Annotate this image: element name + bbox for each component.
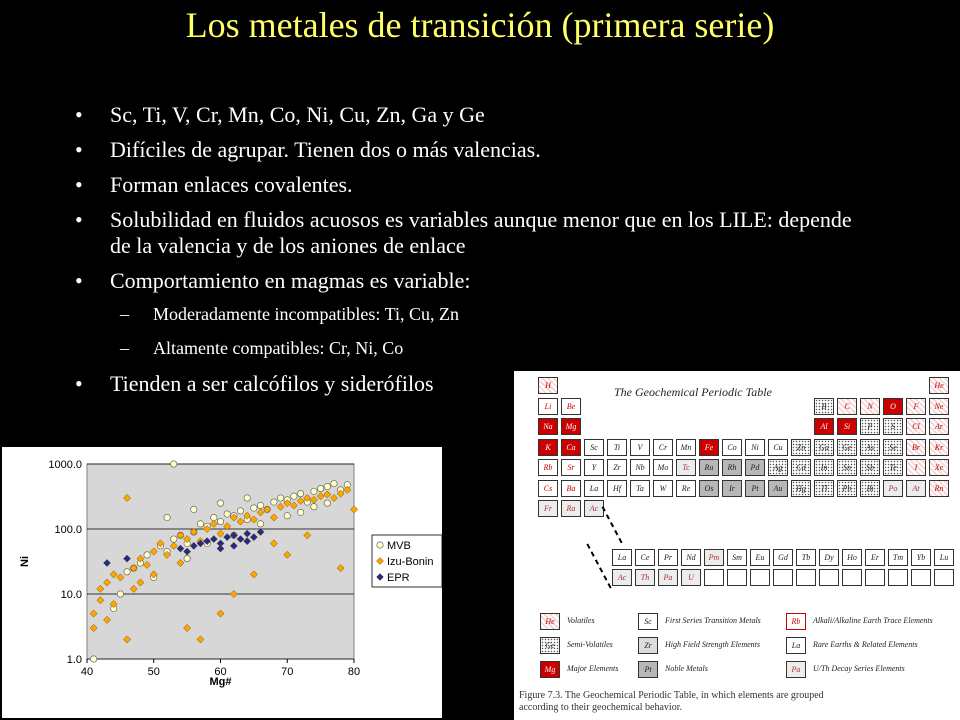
x-tick-label: 60 (214, 666, 227, 678)
element-la: La (584, 480, 604, 497)
element-yb: Yb (911, 549, 931, 566)
element-ra: Ra (561, 500, 581, 517)
actinide-connector (586, 543, 611, 588)
element-cu: Cu (768, 439, 788, 456)
element- (796, 569, 816, 586)
element- (819, 569, 839, 586)
data-point-mvb (217, 500, 223, 506)
element-ag: Ag (768, 459, 788, 476)
element-ac: Ac (584, 500, 604, 517)
element-lu: Lu (934, 549, 954, 566)
element-pm: Pm (704, 549, 724, 566)
y-tick-label: 1000.0 (48, 459, 82, 471)
element-zr: Zr (607, 459, 627, 476)
data-point-mvb (244, 495, 250, 501)
element-cl: Cl (906, 418, 926, 435)
element-sb: Sb (860, 459, 880, 476)
element-re: Re (676, 480, 696, 497)
legend-key-box: Mg (540, 661, 560, 678)
legend-key-label: Rare Earths & Related Elements (813, 640, 918, 649)
element-cr: Cr (653, 439, 673, 456)
data-point-mvb (117, 591, 123, 597)
element-th: Th (635, 569, 655, 586)
legend-label: EPR (387, 572, 410, 584)
element-f: F (906, 398, 926, 415)
element-y: Y (584, 459, 604, 476)
element-ga: Ga (814, 439, 834, 456)
bullet-elements: • Sc, Ti, V, Cr, Mn, Co, Ni, Cu, Zn, Ga y Ge (75, 102, 875, 128)
x-tick-label: 70 (281, 666, 294, 678)
legend-key-box: Ge (540, 637, 560, 654)
element-o: O (883, 398, 903, 415)
element-tc: Tc (676, 459, 696, 476)
y-axis-title: Ni (19, 556, 31, 567)
element-au: Au (768, 480, 788, 497)
data-point-mvb (237, 508, 243, 514)
element-pa: Pa (658, 569, 678, 586)
data-point-mvb (324, 500, 330, 506)
element-ti: Ti (607, 439, 627, 456)
element-rn: Rn (929, 480, 949, 497)
legend-label: Izu-Bonin (387, 556, 434, 568)
element-b: B (814, 398, 834, 415)
bullet-solubility: • Solubilidad en fluidos acuosos es variables aunque menor que en los LILE: depende de la valencia y de los aniones de enlace (75, 207, 875, 259)
element-sc: Sc (584, 439, 604, 456)
element- (750, 569, 770, 586)
x-axis-title: Mg# (209, 676, 232, 688)
bullet-valences: • Difíciles de agrupar. Tienen dos o más valencias. (75, 137, 875, 163)
caption-line-2: according to their geochemical behavior. (519, 702, 682, 713)
legend-key-label: First Series Transition Metals (665, 616, 761, 625)
data-point-mvb (124, 569, 130, 575)
element-zn: Zn (791, 439, 811, 456)
element-dy: Dy (819, 549, 839, 566)
element-pd: Pd (745, 459, 765, 476)
data-point-mvb (297, 490, 303, 496)
element-br: Br (906, 439, 926, 456)
element-n: N (860, 398, 880, 415)
element-rb: Rb (538, 459, 558, 476)
lanthanide-connector (602, 506, 625, 547)
element-nd: Nd (681, 549, 701, 566)
x-tick-label: 80 (347, 666, 361, 678)
y-tick-label: 100.0 (54, 524, 82, 536)
element-pb: Pb (837, 480, 857, 497)
element-fe: Fe (699, 439, 719, 456)
element-cd: Cd (791, 459, 811, 476)
legend-key-label: Noble Metals (665, 664, 708, 673)
y-tick-label: 1.0 (66, 654, 82, 666)
element-he: He (929, 377, 949, 394)
data-point-mvb (324, 483, 330, 489)
x-tick-label: 40 (80, 666, 94, 678)
element-po: Po (883, 480, 903, 497)
x-tick-label: 50 (147, 666, 160, 678)
data-point-mvb (171, 461, 177, 467)
data-point-mvb (311, 488, 317, 494)
element-mn: Mn (676, 439, 696, 456)
element-mo: Mo (653, 459, 673, 476)
data-point-mvb (271, 499, 277, 505)
chart-svg (2, 447, 442, 718)
ni-mg-scatter-chart (2, 447, 442, 718)
element-h: H (538, 377, 558, 394)
bullet-magma-behavior: • Comportamiento en magmas es variable: (75, 268, 875, 294)
element- (911, 569, 931, 586)
data-point-mvb (257, 521, 263, 527)
data-point-mvb (164, 514, 170, 520)
data-point-mvb (257, 502, 263, 508)
legend-key-label: Volatiles (567, 616, 595, 625)
element-ni: Ni (745, 439, 765, 456)
data-point-mvb (144, 552, 150, 558)
legend-key-box: Pa (786, 661, 806, 678)
legend-key-box: Sc (638, 613, 658, 630)
element-at: At (906, 480, 926, 497)
element-rh: Rh (722, 459, 742, 476)
periodic-table-caption (519, 690, 824, 714)
element-si: Si (837, 418, 857, 435)
element-os: Os (699, 480, 719, 497)
element-c: C (837, 398, 857, 415)
legend-key-label: Alkali/Alkaline Earth Trace Elements (813, 616, 933, 625)
element-tl: Tl (814, 480, 834, 497)
element-ta: Ta (630, 480, 650, 497)
slide-title: Los metales de transición (primera serie) (185, 5, 775, 45)
legend-key-label: High Field Strength Elements (665, 640, 761, 649)
element-pr: Pr (658, 549, 678, 566)
data-point-mvb (291, 493, 297, 499)
element-i: I (906, 459, 926, 476)
element-as: As (860, 439, 880, 456)
element-co: Co (722, 439, 742, 456)
element-nb: Nb (630, 459, 650, 476)
element-tb: Tb (796, 549, 816, 566)
data-point-mvb (311, 504, 317, 510)
element-mg: Mg (561, 418, 581, 435)
element-ru: Ru (699, 459, 719, 476)
element-xe: Xe (929, 459, 949, 476)
data-point-mvb (197, 521, 203, 527)
element- (842, 569, 862, 586)
element-ir: Ir (722, 480, 742, 497)
element-kr: Kr (929, 439, 949, 456)
data-point-mvb (217, 518, 223, 524)
element-fr: Fr (538, 500, 558, 517)
element-tm: Tm (888, 549, 908, 566)
element-te: Te (883, 459, 903, 476)
element-li: Li (538, 398, 558, 415)
element-ac: Ac (612, 569, 632, 586)
sub-bullet-incompatible: – Moderadamente incompatibles: Ti, Cu, Zn (75, 303, 875, 325)
element-na: Na (538, 418, 558, 435)
element- (865, 569, 885, 586)
element-p: P (860, 418, 880, 435)
legend-key-label: U/Th Decay Series Elements (813, 664, 905, 673)
element-ne: Ne (929, 398, 949, 415)
element-eu: Eu (750, 549, 770, 566)
element-la: La (612, 549, 632, 566)
element-hg: Hg (791, 480, 811, 497)
data-point-mvb (317, 485, 323, 491)
element- (727, 569, 747, 586)
legend-key-label: Semi-Volatiles (567, 640, 613, 649)
legend-label: MVB (387, 540, 411, 552)
element-se: Se (883, 439, 903, 456)
element-pt: Pt (745, 480, 765, 497)
element-gd: Gd (773, 549, 793, 566)
element-w: W (653, 480, 673, 497)
y-tick-label: 10.0 (60, 589, 82, 601)
element-cs: Cs (538, 480, 558, 497)
element-u: U (681, 569, 701, 586)
element-ho: Ho (842, 549, 862, 566)
data-point-mvb (171, 536, 177, 542)
bullet-chalcophile: • Tienden a ser calcófilos y siderófilos (75, 371, 875, 397)
legend-key-box: La (786, 637, 806, 654)
data-point-mvb (331, 480, 337, 486)
legend-key-label: Major Elements (567, 664, 619, 673)
element- (704, 569, 724, 586)
element-ba: Ba (561, 480, 581, 497)
bullet-list (75, 102, 875, 406)
element-hf: Hf (607, 480, 627, 497)
data-point-mvb (184, 555, 190, 561)
data-point-mvb (224, 511, 230, 517)
data-point-mvb (284, 513, 290, 519)
element-v: V (630, 439, 650, 456)
element-s: S (883, 418, 903, 435)
element-bi: Bi (860, 480, 880, 497)
element-be: Be (561, 398, 581, 415)
element-ar: Ar (929, 418, 949, 435)
bullet-covalent: • Forman enlaces covalentes. (75, 172, 875, 198)
data-point-mvb (251, 505, 257, 511)
element- (934, 569, 954, 586)
element-ge: Ge (837, 439, 857, 456)
caption-line-1: Figure 7.3. The Geochemical Periodic Table, in which elements are grouped (519, 690, 824, 701)
data-point-mvb (90, 656, 96, 662)
element-ce: Ce (635, 549, 655, 566)
element-in: In (814, 459, 834, 476)
data-point-mvb (297, 509, 303, 515)
legend-key-box: Rb (786, 613, 806, 630)
element-sr: Sr (561, 459, 581, 476)
sub-bullet-compatible: – Altamente compatibles: Cr, Ni, Co (75, 337, 875, 359)
data-point-mvb (277, 495, 283, 501)
legend-key-box: Pt (638, 661, 658, 678)
periodic-table-title: The Geochemical Periodic Table (614, 385, 772, 399)
geochemical-periodic-table (514, 371, 960, 720)
element-er: Er (865, 549, 885, 566)
element-sn: Sn (837, 459, 857, 476)
element- (888, 569, 908, 586)
element-al: Al (814, 418, 834, 435)
element-sm: Sm (727, 549, 747, 566)
legend-key-box: Zr (638, 637, 658, 654)
data-point-mvb (211, 514, 217, 520)
legend-key-box: He (540, 613, 560, 630)
legend-marker (377, 542, 383, 548)
element-k: K (538, 439, 558, 456)
element- (773, 569, 793, 586)
element-ca: Ca (561, 439, 581, 456)
data-point-mvb (191, 506, 197, 512)
